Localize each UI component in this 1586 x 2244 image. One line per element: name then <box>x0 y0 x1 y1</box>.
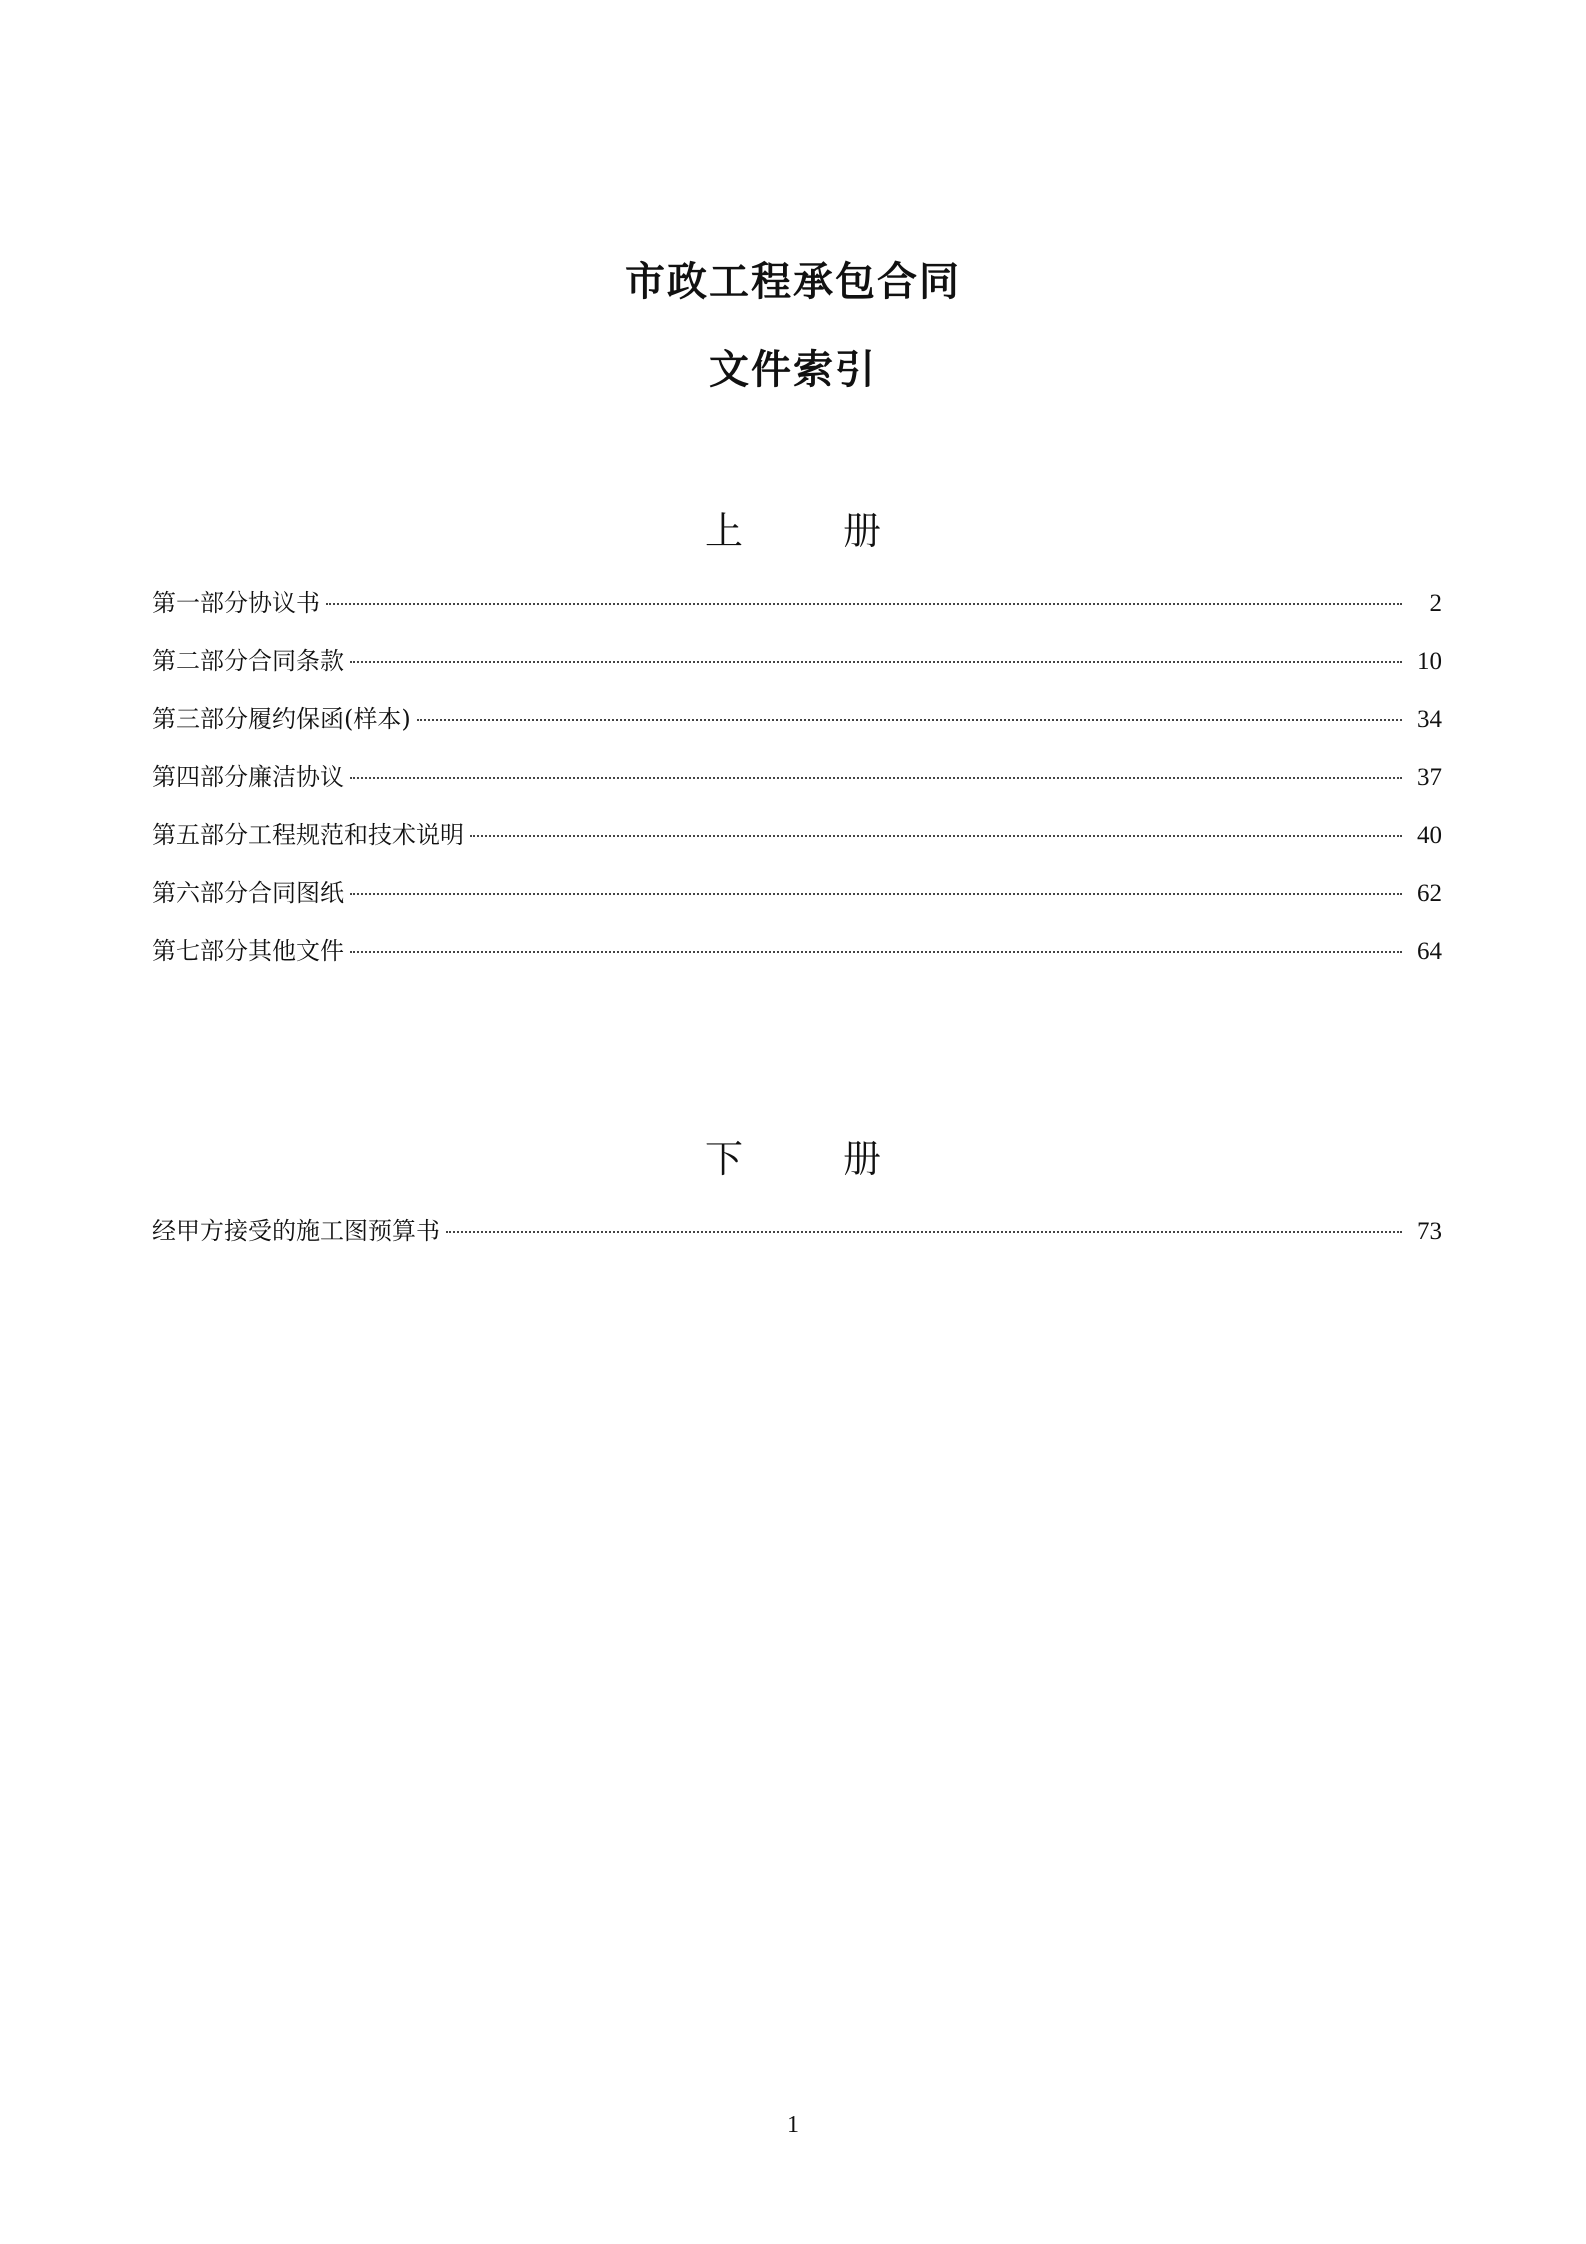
upper-volume-toc <box>152 588 1442 994</box>
toc-entry-label: 经甲方接受的施工图预算书 <box>152 1217 440 1245</box>
toc-leader-dots <box>350 777 1402 779</box>
lower-volume-heading <box>0 1128 1586 1183</box>
upper-volume-heading <box>0 500 1586 555</box>
toc-leader-dots <box>350 951 1402 953</box>
toc-leader-dots <box>350 661 1402 663</box>
toc-entry-label: 第七部分其他文件 <box>152 937 344 965</box>
toc-entry[interactable] <box>152 704 1442 762</box>
toc-leader-dots <box>446 1231 1402 1233</box>
toc-entry[interactable] <box>152 762 1442 820</box>
toc-entry-page: 64 <box>1417 938 1442 965</box>
toc-entry[interactable] <box>152 1216 1442 1274</box>
page-number: 1 <box>787 2112 799 2138</box>
toc-entry-page: 34 <box>1417 706 1442 733</box>
toc-entry-label: 第五部分工程规范和技术说明 <box>152 821 464 849</box>
toc-entry-label: 第二部分合同条款 <box>152 647 344 675</box>
toc-entry[interactable] <box>152 820 1442 878</box>
toc-leader-dots <box>326 603 1402 605</box>
toc-entry-page: 73 <box>1417 1218 1442 1245</box>
document-subtitle: 文件索引 <box>709 347 877 393</box>
toc-entry[interactable] <box>152 646 1442 704</box>
toc-leader-dots <box>470 835 1402 837</box>
toc-entry-page: 62 <box>1417 880 1442 907</box>
toc-entry-label: 第六部分合同图纸 <box>152 879 344 907</box>
toc-leader-dots <box>350 893 1402 895</box>
toc-entry-label: 第四部分廉洁协议 <box>152 763 344 791</box>
toc-leader-dots <box>417 719 1402 721</box>
lower-volume-toc <box>152 1216 1442 1274</box>
lower-volume-heading-char-2: 册 <box>843 1137 882 1181</box>
toc-entry-page: 10 <box>1417 648 1442 675</box>
toc-entry-label: 第三部分履约保函(样本) <box>152 705 411 733</box>
document-title: 市政工程承包合同 <box>625 259 961 305</box>
toc-entry[interactable] <box>152 878 1442 936</box>
toc-entry-page: 37 <box>1417 764 1442 791</box>
upper-volume-heading-char-1: 上 <box>704 509 743 553</box>
toc-entry-page: 2 <box>1429 590 1442 617</box>
toc-entry[interactable] <box>152 936 1442 994</box>
toc-entry-label: 第一部分协议书 <box>152 589 320 617</box>
lower-volume-heading-char-1: 下 <box>704 1137 743 1181</box>
toc-entry-page: 40 <box>1417 822 1442 849</box>
toc-entry[interactable] <box>152 588 1442 646</box>
upper-volume-heading-char-2: 册 <box>843 509 882 553</box>
